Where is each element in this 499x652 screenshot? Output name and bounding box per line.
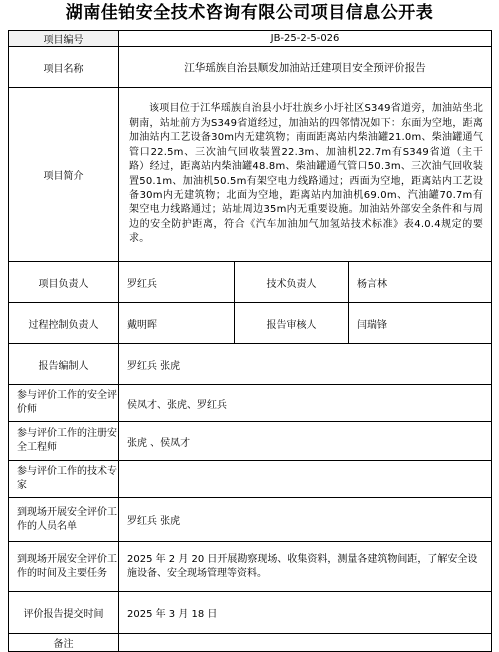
safety-engineers-label: 参与评价工作的注册安全工程师 [9, 422, 119, 461]
row-remarks [9, 634, 492, 652]
remarks-label: 备注 [9, 634, 119, 652]
site-task-label: 到现场开展安全评价工作的时间及主要任务 [9, 542, 119, 592]
site-task-value: 2025 年 2 月 20 日开展勘察现场、收集资料，测量各建筑物间距，了解安全设施设备、安全现场管理等资料。 [119, 542, 492, 592]
project-summary-text: 该项目位于江华瑶族自治县小圩壮族乡小圩社区S349省道旁，加油站坐北朝南，站址前方为S349省道经过，加油站的四邻情况如下：东面为空地，距离加油站内工艺设备30m内无建筑物；南面距离站内柴油罐21.0m、柴油罐通气管口22.5m、三次油气回收装置22.3m、加油机22.7m有S349省道（主干路）经过，距离站内柴油罐48.8m、柴油罐通气管口50.3m、三次油气回收装置50.1m、加油机50.5m有架空电力线路通过；西面为空地，距离站内工艺设备30m内无建筑物；北面为空地，距离站内加油机69.0m、汽油罐70.7m有架空电力线路通过；站址周边35m内无重要设施。加油站外部安全条件和与周边的安全防护距离，符合《汽车加油加气加氢站技术标准》表4.0.4规定的要求。 [129, 103, 484, 245]
row-submit-time [9, 592, 492, 634]
report-reviewer-value: 闫瑞锋 [349, 303, 492, 344]
report-writers-label: 报告编制人 [9, 344, 119, 385]
row-report-writers [9, 344, 492, 385]
row-safety-engineers [9, 422, 492, 461]
row-project-name [9, 47, 492, 88]
row-tech-experts [9, 461, 492, 498]
project-summary-value [119, 88, 492, 262]
site-personnel-label: 到现场开展安全评价工作的人员名单 [9, 498, 119, 542]
row-project-no [9, 31, 492, 47]
process-controller-value: 戴明晖 [119, 303, 235, 344]
site-personnel-value: 罗红兵 张虎 [119, 498, 492, 542]
project-leader-label: 项目负责人 [9, 262, 119, 303]
page-title: 湖南佳铂安全技术咨询有限公司项目信息公开表 [65, 3, 434, 23]
row-controllers [9, 303, 492, 344]
tech-leader-label: 技术负责人 [235, 262, 349, 303]
report-writers-value: 罗红兵 张虎 [119, 344, 492, 385]
project-no-label: 项目编号 [9, 31, 119, 47]
safety-evaluators-value: 侯凤才、张虎、罗红兵 [119, 385, 492, 422]
tech-leader-value: 杨言林 [349, 262, 492, 303]
safety-engineers-value: 张虎 、侯凤才 [119, 422, 492, 461]
row-safety-evaluators [9, 385, 492, 422]
safety-evaluators-label: 参与评价工作的安全评价师 [9, 385, 119, 422]
row-site-personnel [9, 498, 492, 542]
submit-time-value: 2025 年 3 月 18 日 [119, 592, 492, 634]
tech-experts-label: 参与评价工作的技术专家 [9, 461, 119, 498]
project-info-table [8, 30, 492, 652]
row-leaders [9, 262, 492, 303]
tech-experts-value [119, 461, 492, 498]
report-reviewer-label: 报告审核人 [235, 303, 349, 344]
project-name-label: 项目名称 [9, 47, 119, 88]
submit-time-label: 评价报告提交时间 [9, 592, 119, 634]
remarks-value [119, 634, 492, 652]
project-no-value: JB-25-2-5-026 [119, 31, 492, 47]
row-project-summary [9, 88, 492, 262]
process-controller-label: 过程控制负责人 [9, 303, 119, 344]
project-summary-label: 项目简介 [9, 88, 119, 262]
project-name-value: 江华瑶族自治县顺发加油站迁建项目安全预评价报告 [119, 47, 492, 88]
row-site-task [9, 542, 492, 592]
project-leader-value: 罗红兵 [119, 262, 235, 303]
